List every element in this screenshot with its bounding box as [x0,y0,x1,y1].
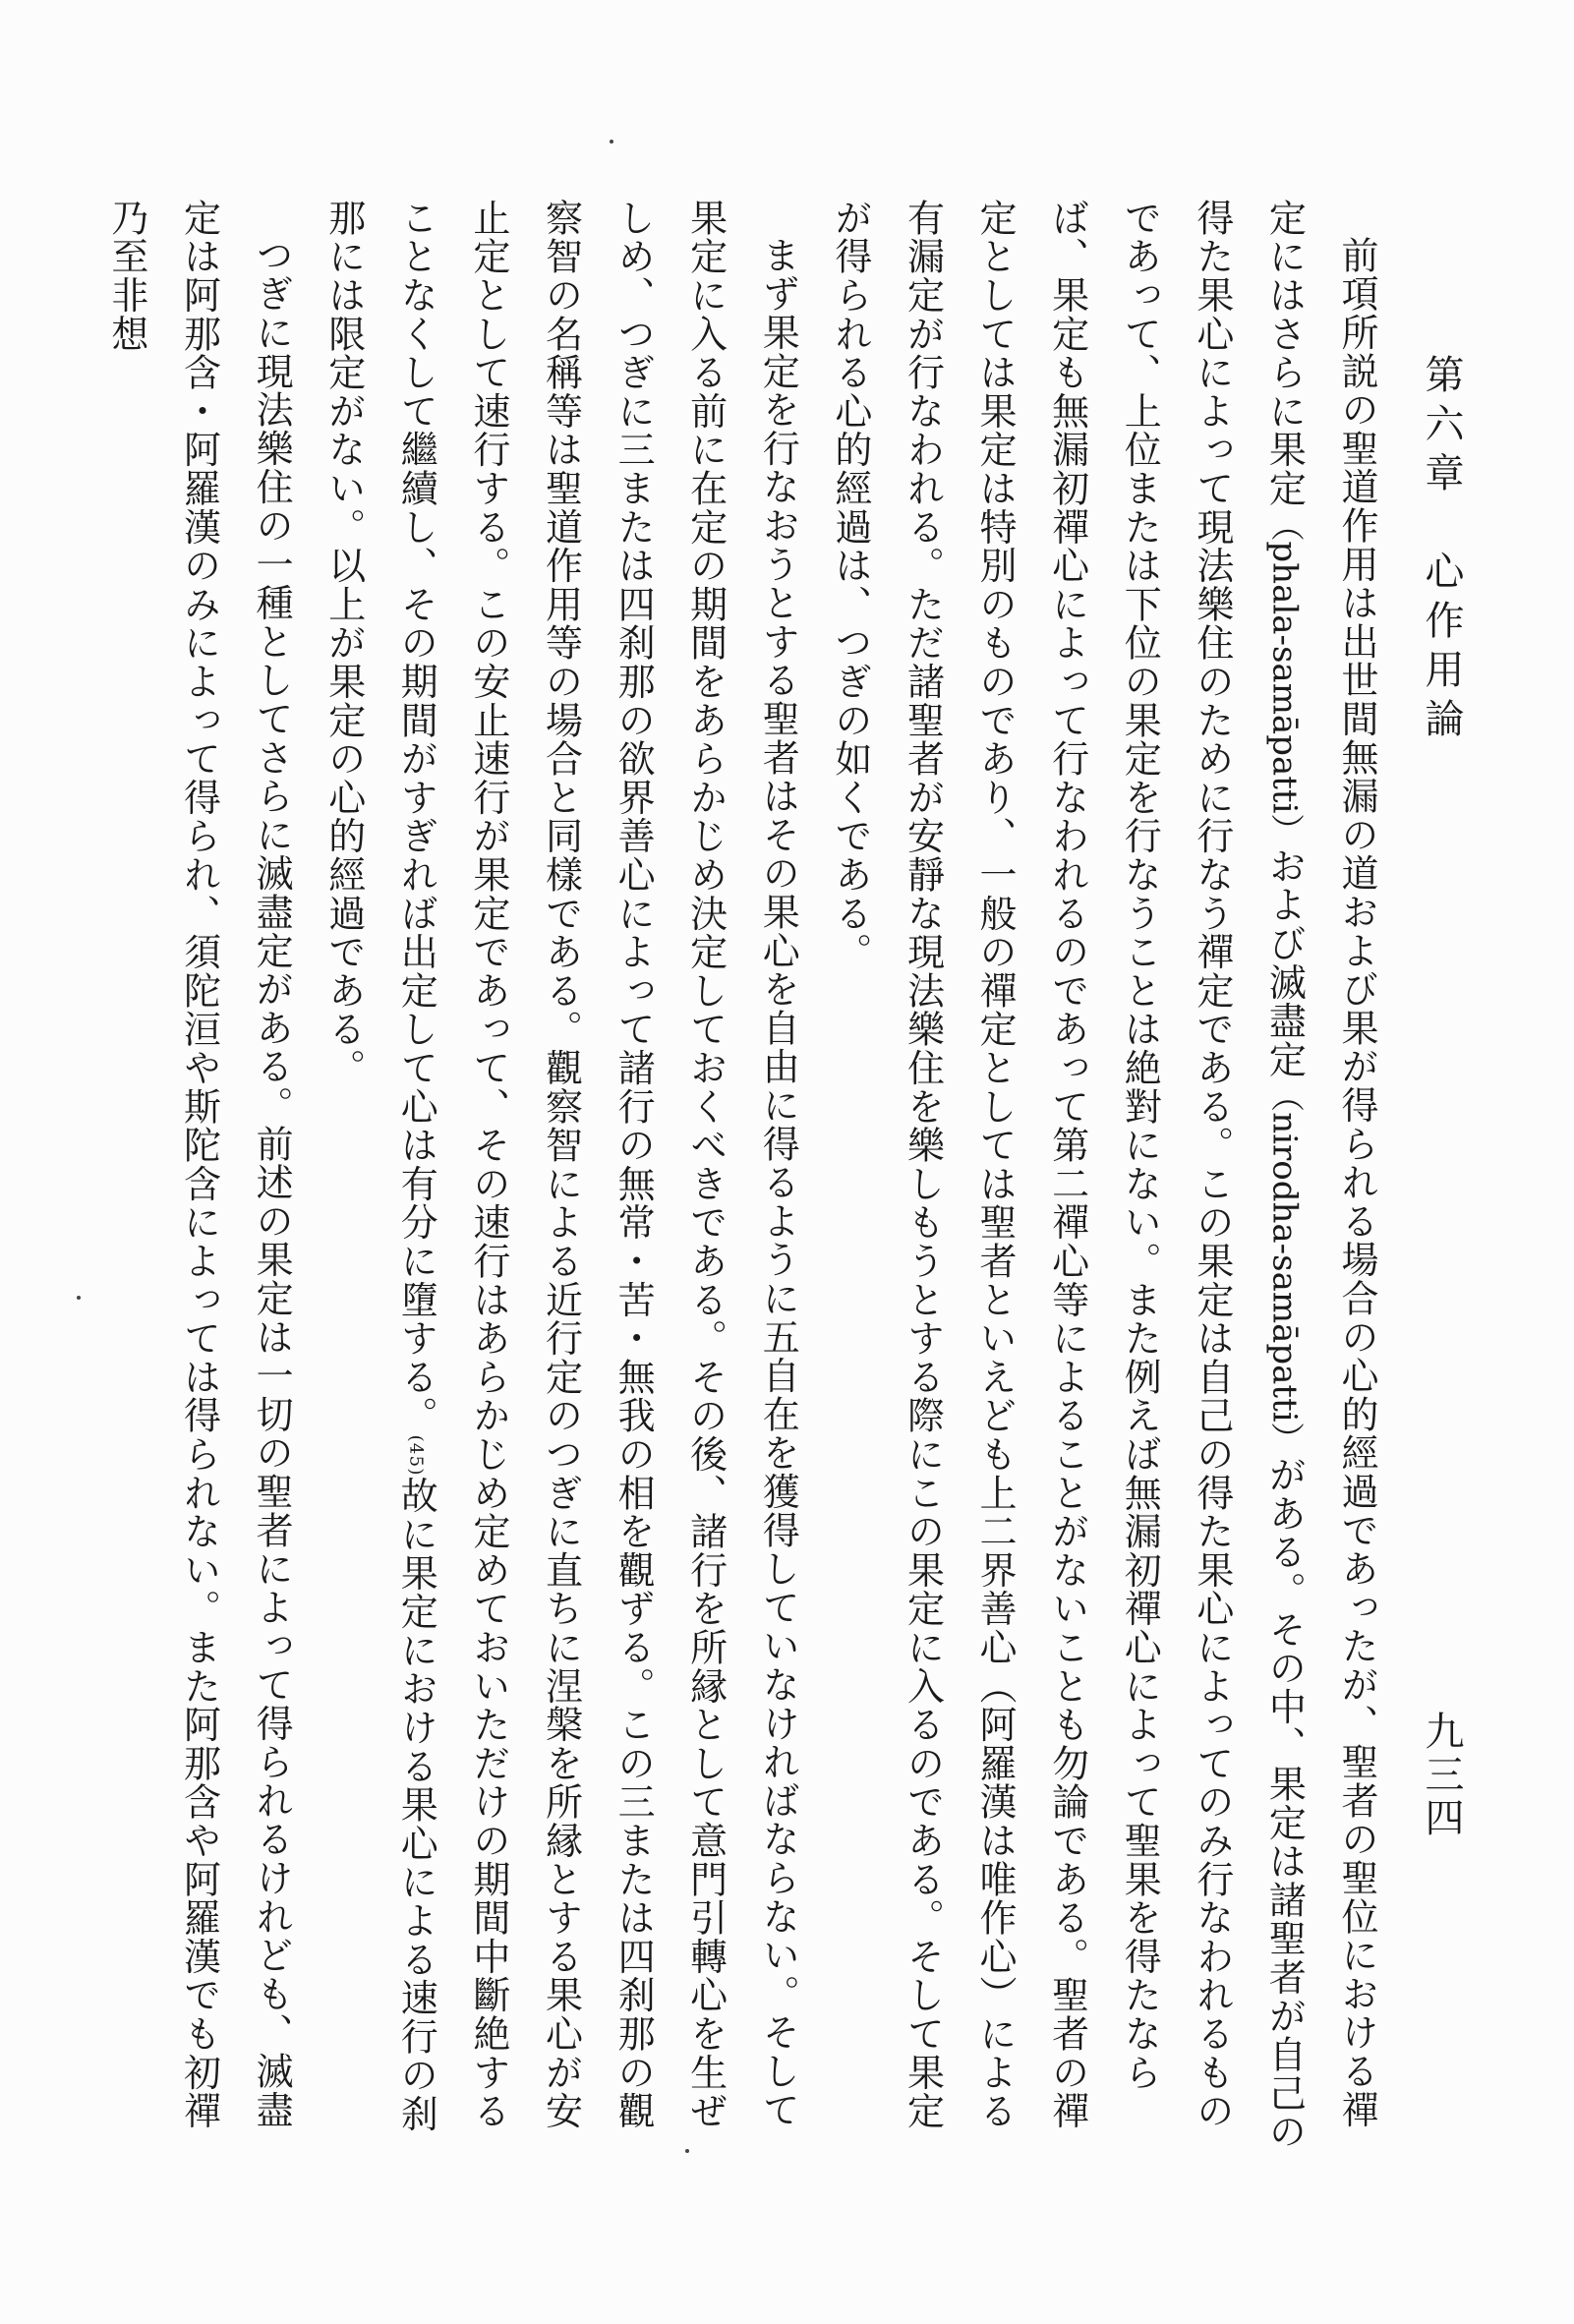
scan-speck [685,2149,689,2153]
paragraph-1 [813,199,1392,2165]
p2-text-a: まず果定を行なおうとする聖者はその果心を自由に得るように五自在を獲得していなければならない。そして果定に入る前に在定の期間をあらかじめ決定しておくべきである。その後、諸行を所縁として意門引轉心を生ぜしめ、つぎに三または四刹那の欲界善心によって諸行の無常・苦・無我の相を觀ずる。この三または四刹那の觀察智の名稱等は聖道作用等の場合と同樣である。觀察智による近行定のつぎに直ちに涅槃を所縁とする果心が安止定として速行する。この安止速行が果定であって、その速行はあらかじめ定めておいただけの期間中斷絶することなくして繼續し、その期間がすぎれば出定して心は有分に墮する。 [394,199,800,2130]
paragraph-2 [307,199,813,2165]
scan-speck [77,1296,81,1300]
chapter-title: 第六章 心作用論 [1419,354,1464,747]
p1-text-a: 前項所説の聖道作用は出世間無漏の道および果が得られる場合の心的經過であったが、聖者の聖位における禪定にはさらに果定 [1262,199,1378,2129]
p3-text: つぎに現法樂住の一種としてさらに滅盡定がある。前述の果定は一切の聖者によって得られるけれども、滅盡定は阿那含・阿羅漢のみによって得られ、須陀洹や斯陀含によっては得られない。また阿那含や阿羅漢でも初禪乃至非想 [104,199,294,2130]
paragraph-3 [89,199,307,2165]
page-number: 九三四 [1419,1711,1464,1840]
scan-speck [610,140,613,144]
body-text [89,199,1392,2165]
p2-text-b: 故に果定における果心による速行の刹那には限定がない。以上が果定の心的經過である。 [321,199,438,2133]
p1-text-b: および滅盡定 [1262,846,1307,1079]
p1-text-c: がある。その中、果定は諸聖者が自己の得た果心によって現法樂住のために行なう禪定である。この果定は自己の得た果心によってのみ行なわれるものであって、上位または下位の果定を行なうことは絶對にない。また例えば無漏初禪心によって聖果を得たならば、果定も無漏初禪心によって行なわれるのであって第二禪心等によることがないことも勿論である。聖者の禪定としては果定は特別のものであり、一般の禪定としては聖者といえども上二界善心（阿羅漢は唯作心）による有漏定が行なわれる。ただ諸聖者が安靜な現法樂住を樂しもうとする際にこの果定に入るのである。そして果定が得られる心的經過は、つぎの如くである。 [828,199,1307,2152]
p1-term-phala: （phala-samāpatti） [1264,507,1305,847]
p1-term-nirodha: （nirodha-samāpatti） [1264,1078,1305,1456]
footnote-ref[interactable]: (45) [405,1434,427,1477]
